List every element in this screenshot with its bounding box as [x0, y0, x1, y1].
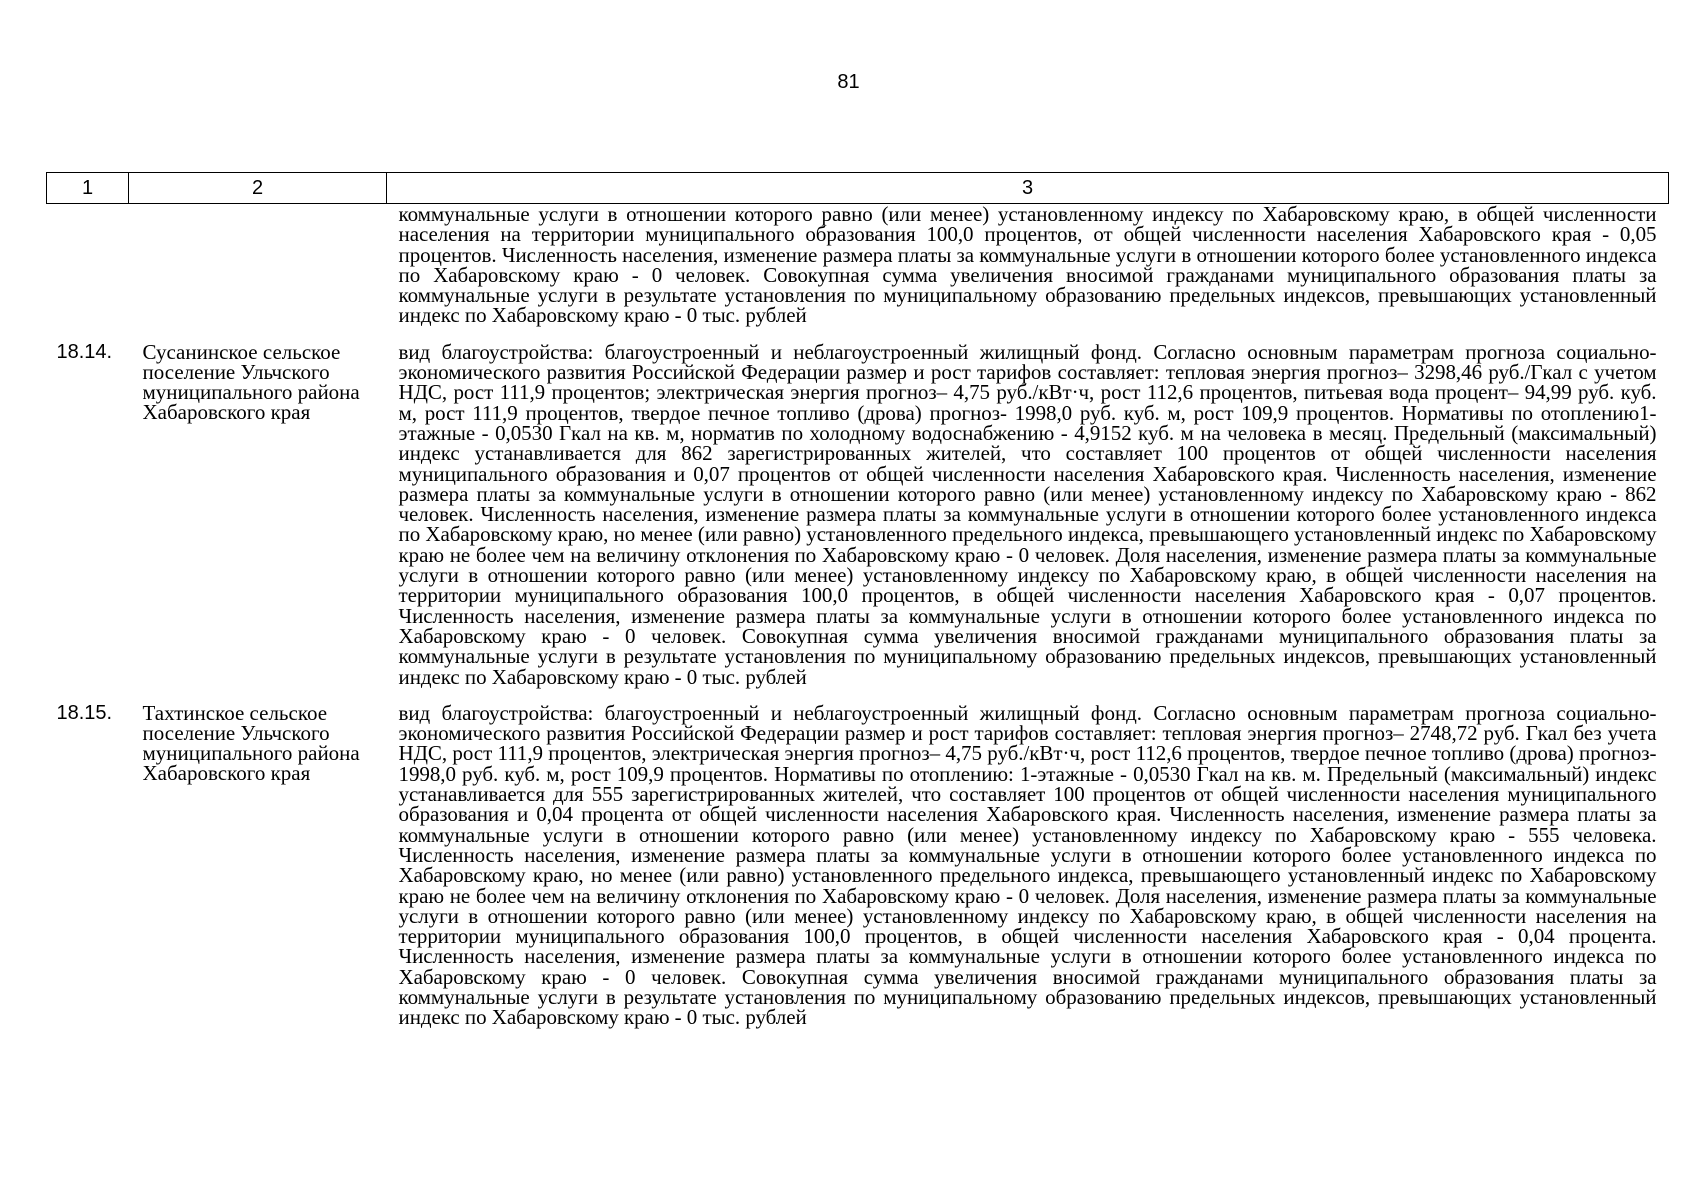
row-number	[47, 204, 129, 326]
table-row	[47, 340, 1669, 687]
column-header-1: 1	[47, 173, 129, 204]
document-table	[46, 172, 1669, 1028]
table-header-row	[47, 173, 1669, 204]
row-spacer	[47, 687, 1669, 701]
table-row	[47, 701, 1669, 1028]
column-header-2: 2	[129, 173, 387, 204]
column-header-3: 3	[387, 173, 1669, 204]
row-description: вид благоустройства: благоустроенный и неблагоустроенный жилищный фонд. Согласно основным параметрам прогноза социально-экономического развития Российской Федерации размер и рост тарифов составляет: тепловая энергия прогноз– 3298,46 руб./Гкал с учетом НДС, рост 111,9 процентов; электрическая энергия прогноз– 4,75 руб./кВт·ч, рост 112,6 процентов, питьевая вода процент– 94,99 руб. куб. м, рост 111,9 процентов, твердое печное топливо (дрова) прогноз- 1998,0 руб. куб. м, рост 109,9 процентов. Нормативы по отоплению1-этажные - 0,0530 Гкал на кв. м, норматив по холодному водоснабжению - 4,9152 куб. м на человека в месяц. Предельный (максимальный) индекс устанавливается для 862 зарегистрированных жителей, что составляет 100 процентов от общей численности населения муниципального образования и 0,07 процентов от общей численности населения Хабаровского края. Численность населения, изменение размера платы за коммунальные услуги в отношении которого равно (или менее) установленному индексу по Хабаровскому краю - 862 человек. Численность населения, изменение размера платы за коммунальные услуги в отношении которого более установленного индекса по Хабаровскому краю, но менее (или равно) установленного предельного индекса, превышающего установленный индекс по Хабаровскому краю не более чем на величину отклонения по Хабаровскому краю - 0 человек. Доля населения, изменение размера платы за коммунальные услуги в отношении которого равно (или менее) установленному индексу по Хабаровскому краю, в общей численности населения на территории муниципального образования 100,0 процентов, в общей численности населения Хабаровского края - 0,07 процентов. Численность населения, изменение размера платы за коммунальные услуги в отношении которого более установленного индекса по Хабаровскому краю - 0 человек. Совокупная сумма увеличения вносимой гражданами муниципального образования платы за коммунальные услуги в результате установления по муниципальному образованию предельных индексов, превышающих установленный индекс по Хабаровскому краю - 0 тыс. рублей	[398, 339, 1657, 689]
table-body	[47, 204, 1669, 1028]
page-number: 81	[837, 71, 860, 93]
row-description: вид благоустройства: благоустроенный и неблагоустроенный жилищный фонд. Согласно основным параметрам прогноза социально-экономического развития Российской Федерации размер и рост тарифов составляет: тепловая энергия прогноз– 2748,72 руб. Гкал без учета НДС, рост 111,9 процентов, электрическая энергия прогноз– 4,75 руб./кВт·ч, рост 112,6 процентов, твердое печное топливо (дрова) прогноз- 1998,0 руб. куб. м, рост 109,9 процентов. Нормативы по отоплению: 1-этажные - 0,0530 Гкал на кв. м. Предельный (максимальный) индекс устанавливается для 555 зарегистрированных жителей, что составляет 100 процентов от общей численности населения муниципального образования и 0,04 процента от общей численности населения Хабаровского края. Численность населения, изменение размера платы за коммунальные услуги в отношении которого равно (или менее) установленному индексу по Хабаровскому краю - 555 человека. Численность населения, изменение размера платы за коммунальные услуги в отношении которого более установленного индекса по Хабаровскому краю, но менее (или равно) установленного предельного индекса, превышающего установленный индекс по Хабаровскому краю не более чем на величину отклонения по Хабаровскому краю - 0 человек. Доля населения, изменение размера платы за коммунальные услуги в отношении которого равно (или менее) установленному индексу по Хабаровскому краю, в общей численности населения на территории муниципального образования 100,0 процентов, в общей численности населения Хабаровского края - 0,04 процента. Численность населения, изменение размера платы за коммунальные услуги в отношении которого более установленного индекса по Хабаровскому краю - 0 человек. Совокупная сумма увеличения вносимой гражданами муниципального образования платы за коммунальные услуги в результате установления по муниципальному образованию предельных индексов, превышающих установленный индекс по Хабаровскому краю - 0 тыс. рублей	[398, 700, 1657, 1030]
row-number: 18.15.	[56, 701, 113, 724]
municipality-name: Сусанинское сельское поселение Ульчского муниципального района Хабаровского края	[142, 339, 360, 424]
table-header	[47, 173, 1669, 204]
table-row	[47, 204, 1669, 326]
row-description: коммунальные услуги в отношении которого равно (или менее) установленному индексу по Хабаровскому краю, в общей численности населения на территории муниципального образования 100,0 процентов, от общей численности населения Хабаровского края - 0,05 процентов. Численность населения, изменение размера платы за коммунальные услуги в отношении которого более установленного индекса по Хабаровскому краю - 0 человек. Совокупная сумма увеличения вносимой гражданами муниципального образования платы за коммунальные услуги в результате установления по муниципальному образованию предельных индексов, превышающих установленный индекс по Хабаровскому краю - 0 тыс. рублей	[398, 202, 1657, 328]
row-spacer	[47, 326, 1669, 340]
municipality-name	[129, 204, 387, 326]
municipality-name: Тахтинское сельское поселение Ульчского муниципального района Хабаровского края	[142, 700, 360, 785]
row-number: 18.14.	[56, 340, 113, 363]
